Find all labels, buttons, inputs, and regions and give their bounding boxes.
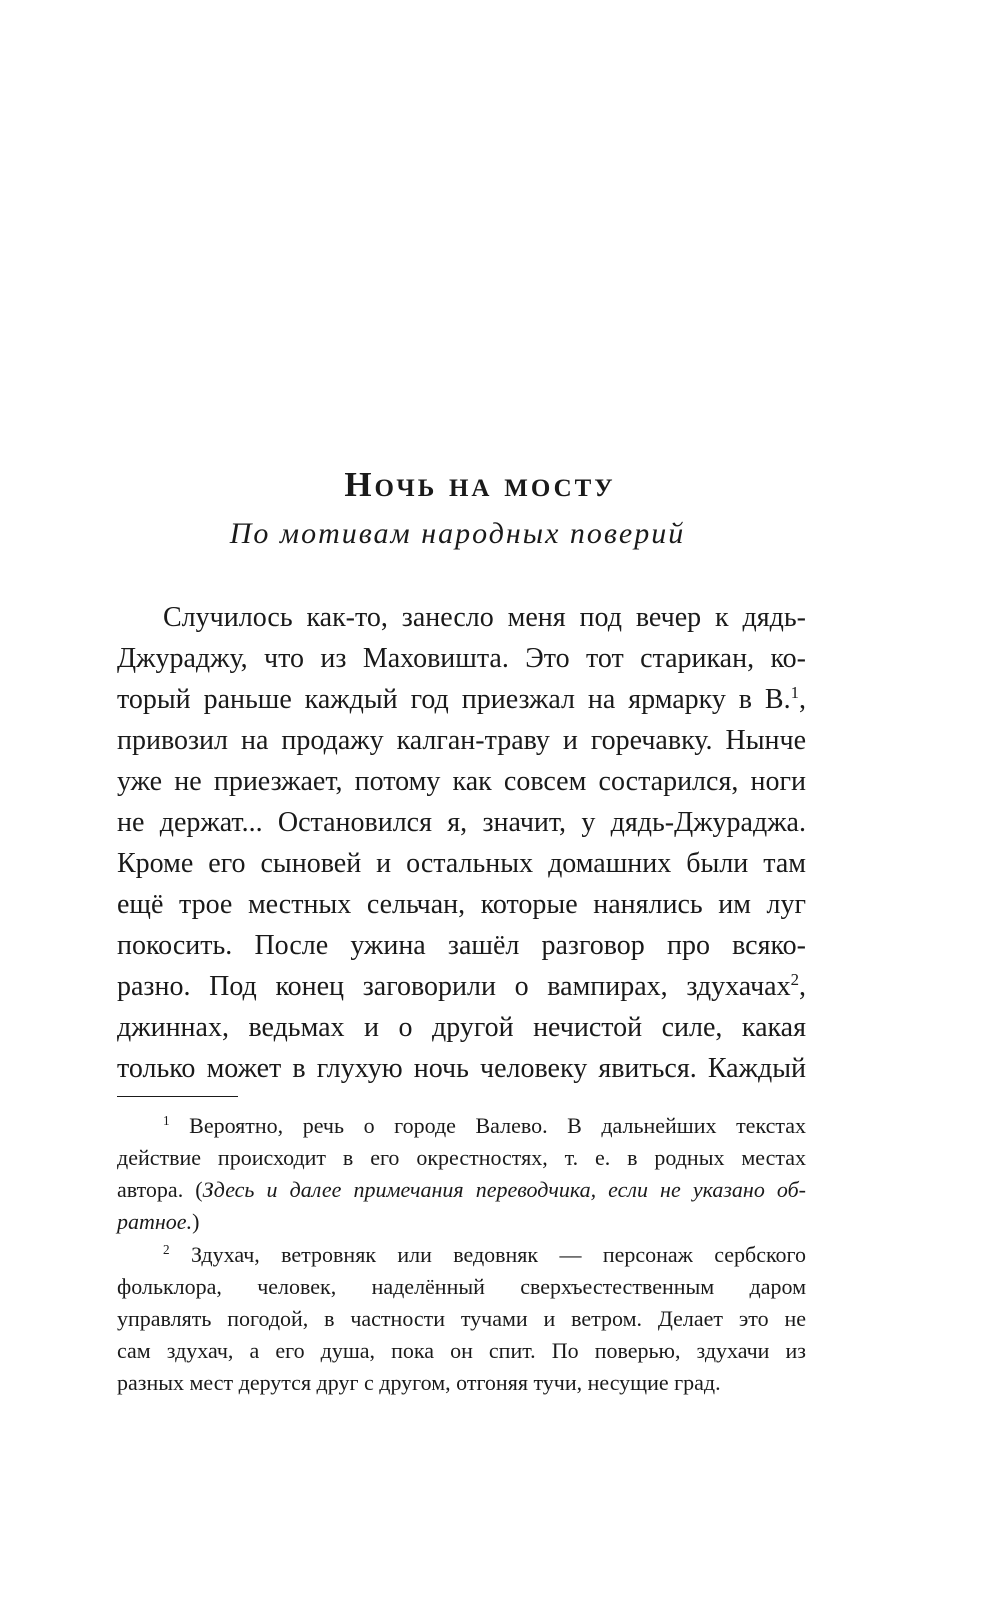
footnote-text: ) — [192, 1209, 200, 1234]
footnote-line: разных мест дерутся друг с другом, отгоняя тучи, несущие град. — [117, 1370, 721, 1395]
footnote-line — [163, 1239, 806, 1271]
body-line-punct: , — [799, 971, 806, 1002]
footnote-line: сам здухач, а его душа, пока он спит. По поверью, здухачи из — [117, 1338, 806, 1363]
body-line: Джураджу, что из Маховишта. Это тот старикан, ко- — [117, 643, 806, 674]
body-line: Случилось как-то, занесло меня под вечер к дядь- — [163, 602, 806, 633]
footnote-line — [117, 1174, 806, 1206]
body-line: не держат... Остановился я, значит, у дядь-Джураджа. — [117, 807, 806, 838]
footnote-marker: 1 — [163, 1113, 170, 1129]
footnote-line: управлять погодой, в частности тучами и ветром. Делает это не — [117, 1306, 806, 1331]
body-line — [117, 966, 806, 1007]
footnote-text: автора. ( — [117, 1177, 203, 1202]
body-line: только может в глухую ночь человеку явиться. Каждый — [117, 1053, 806, 1084]
chapter-title: Ночь на мосту — [344, 465, 616, 504]
body-line: ещё трое местных сельчан, которые нанялись им луг — [117, 889, 806, 920]
footnote-ref: 1 — [790, 682, 799, 702]
footnote-text: Вероятно, речь о городе Валево. В дальнейших текстах — [189, 1113, 807, 1138]
footnote-italic-text: Здесь и далее примечания переводчика, если не указано об- — [202, 1177, 806, 1202]
body-line: джиннах, ведьмах и о другой нечистой силе, какая — [117, 1012, 806, 1043]
footnote-italic-text: ратное. — [117, 1209, 193, 1234]
body-line-punct: , — [799, 684, 806, 715]
footnote-ref: 2 — [790, 969, 799, 989]
body-line: уже не приезжает, потому как совсем состарился, ноги — [117, 766, 806, 797]
chapter-subtitle: По мотивам народных поверий — [229, 517, 686, 550]
footnote-text: Здухач, ветровняк или ведовняк — персонаж сербского — [190, 1242, 807, 1267]
footnote-line — [163, 1110, 806, 1142]
body-line — [117, 679, 806, 720]
body-line-text: разно. Под конец заговорили о вампирах, здухачах — [117, 971, 791, 1002]
body-line-text: торый раньше каждый год приезжал на ярмарку в В. — [117, 684, 791, 715]
body-line: Кроме его сыновей и остальных домашних были там — [117, 848, 806, 879]
footnote-marker: 2 — [163, 1242, 170, 1258]
footnote-line — [117, 1206, 806, 1238]
footnote-line: действие происходит в его окрестностях, т. е. в родных местах — [117, 1145, 806, 1170]
body-line: привозил на продажу калган-траву и горечавку. Нынче — [117, 725, 806, 756]
body-line: покосить. После ужина зашёл разговор про всяко- — [117, 930, 806, 961]
footnote-line: фольклора, человек, наделённый сверхъестественным даром — [117, 1274, 806, 1299]
footnote-separator — [117, 1096, 238, 1097]
